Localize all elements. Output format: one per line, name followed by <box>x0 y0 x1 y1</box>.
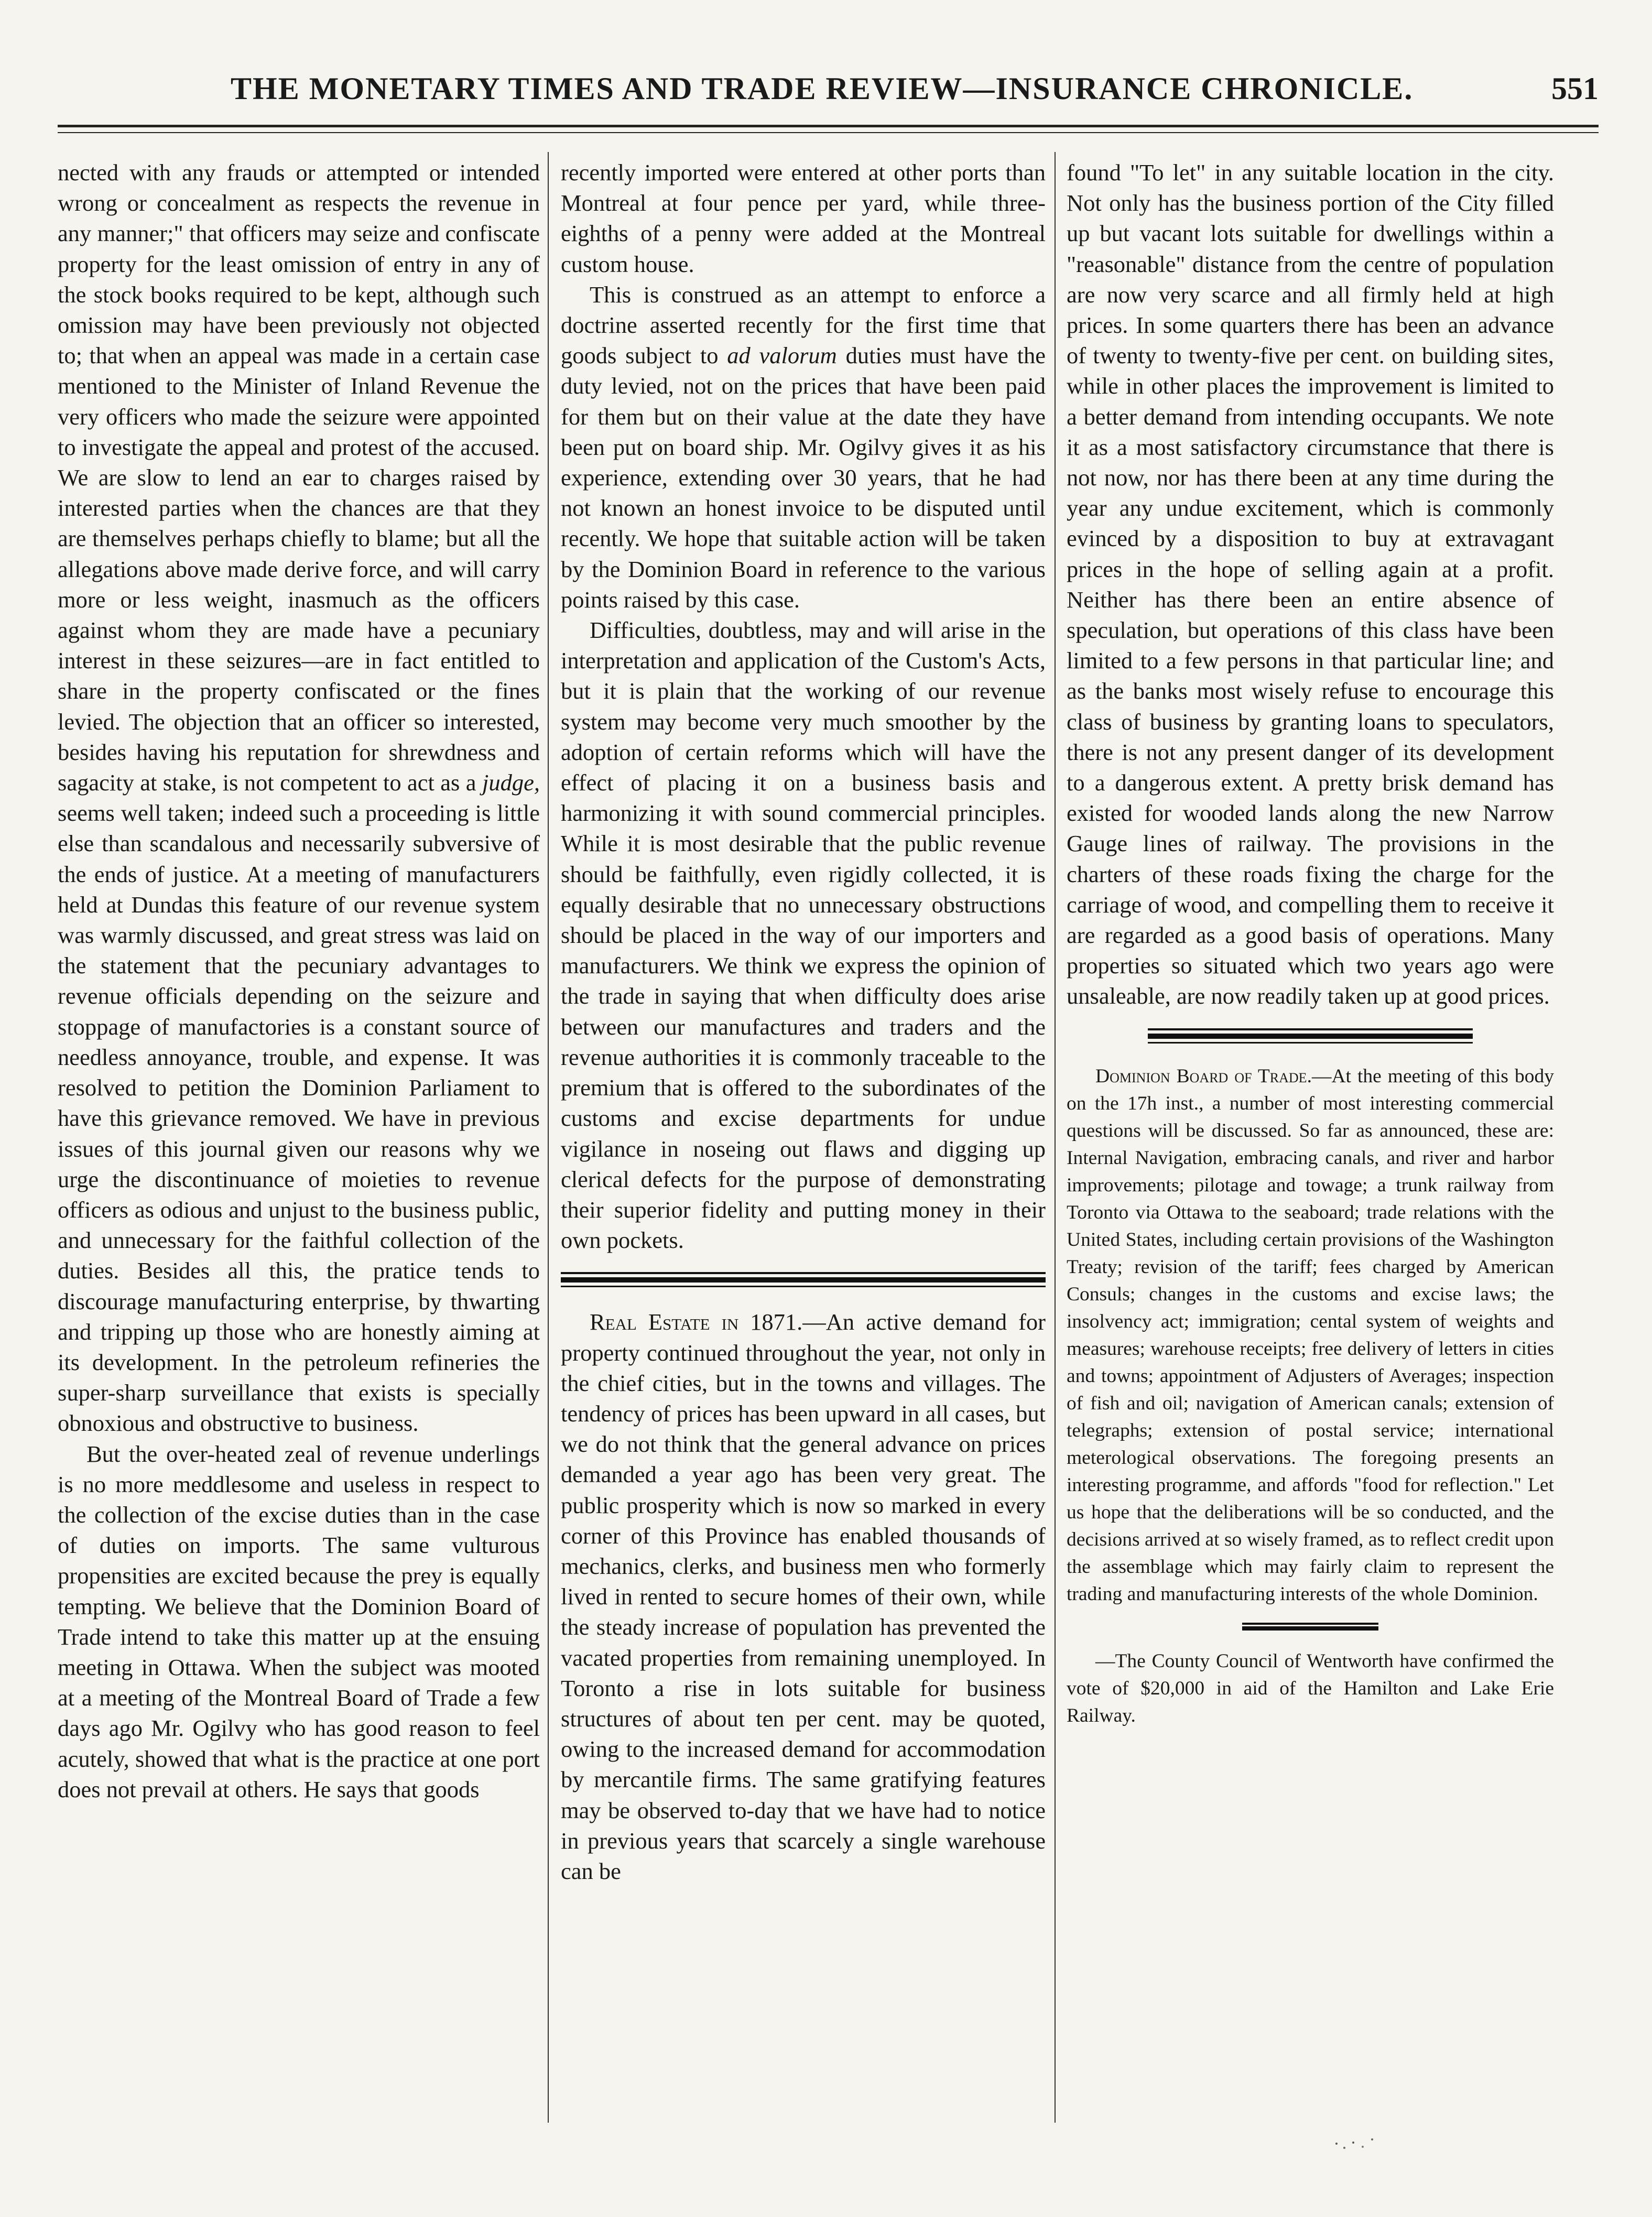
column-middle <box>561 157 1046 1886</box>
paragraph <box>58 157 540 1439</box>
section-separator <box>1148 1026 1473 1044</box>
article-board-of-trade <box>1067 1063 1554 1608</box>
column-right <box>1067 157 1554 1730</box>
italic-phrase: ad valorum <box>727 342 837 369</box>
paragraph <box>561 279 1046 615</box>
news-item: —The County Council of Wentworth have confirmed the vote of $20,000 in aid of the Hamilton and Lake Erie Railway. <box>1067 1650 1554 1726</box>
paragraph-text: seems well taken; indeed such a proceeding is little else than scandalous and necessarily subversive of the ends of justice. At a meeting of manufacturers held at Dundas this feature of our revenue system was warmly discussed, and great stress was laid on the statement that the pecuniary advantages to revenue officials depending on the seizure and stoppage of manufactories is a constant source of needless annoyance, trouble, and expense. It was resolved to petition the Dominion Parliament to have this grievance removed. We have in previous issues of this journal given our reasons why we urge the discontinuance of moieties to revenue officers as odious and unjust to the business public, and unnecessary for the faithful collection of the duties. Besides all this, the pratice tends to discourage manufacturing enterprise, by thwarting and tripping up those who are honestly aiming at its development. In the petroleum refineries the super-sharp surveillance that exists is specially obnoxious and obstructive to business. <box>58 800 540 1437</box>
paragraph: But the over-heated zeal of revenue underlings is no more meddlesome and useless in respect to the collection of the excise duties than in the case of duties on imports. The same vulturous propensities are excited because the prey is equally tempting. We believe that the Dominion Board of Trade intend to take this matter up at the ensuing meeting in Ottawa. When the subject was mooted at a meeting of the Montreal Board of Trade a few days ago Mr. Ogilvy who has good reason to feel acutely, showed that what is the practice at one port does not prevail at others. He says that goods <box>58 1440 540 1802</box>
header-rule <box>58 125 1599 127</box>
short-separator <box>1242 1623 1378 1631</box>
paragraph: Difficulties, doubtless, may and will arise in the interpretation and application of the Custom's Acts, but it is plain that the working of our revenue system may become very much smoother by the adoption of certain reforms which will have the effect of placing it on a business basis and harmonizing it with sound commercial principles. While it is most desirable that the public revenue should be faithfully, even rigidly collected, it is equally desirable that no unnecessary obstructions should be placed in the way of our importers and manufacturers. We think we express the opinion of the trade in saying that when difficulty does arise between our manufactures and traders and the revenue authorities it is commonly traceable to the premium that is offered to the subordinates of the customs and excise departments for undue vigilance in noseing out flaws and digging up clerical defects for the purpose of demonstrating their superior fidelity and putting money in their own pockets. <box>561 617 1046 1254</box>
ink-smudge <box>1331 2133 1378 2154</box>
running-title: THE MONETARY TIMES AND TRADE REVIEW—INSURANCE CHRONICLE. <box>231 71 1414 106</box>
paragraph-text: This is construed as an attempt to enforce a doctrine asserted recently for the first time that goods subject to <box>561 281 1046 369</box>
page-header <box>58 71 1599 121</box>
column-divider <box>1055 152 1056 2123</box>
article-heading: Dominion Board of Trade. <box>1095 1065 1312 1087</box>
paragraph: found "To let" in any suitable location in the city. Not only has the business portion of the City filled up but vacant lots suitable for dwellings within a "reasonable" distance from the centre of population are now very scarce and all firmly held at high prices. In some quarters there has been an advance of twenty to twenty-five per cent. on building sites, while in other places the improvement is limited to a better demand from intending occupants. We note it as a most satisfactory circumstance that there is not now, nor has there been at any time during the year any undue excitement, which is commonly evinced by a disposition to buy at extravagant prices in the hope of selling again at a profit. Neither has there been an entire absence of speculation, but operations of this class have been limited to a few persons in that particular line; and as the banks most wisely refuse to encourage this class of business by granting loans to speculators, there is not any present danger of its development to a dangerous extent. A pretty brisk demand has existed for wooded lands along the new Narrow Gauge lines of railway. The provisions in the charters of these roads fixing the charge for the carriage of wood, and compelling them to receive it are regarded as a good basis of operations. Many properties so situated which two years ago were unsaleable, are now readily taken up at good prices. <box>1067 159 1554 1009</box>
column-divider <box>548 152 549 2123</box>
column-left <box>58 157 540 1805</box>
article-heading: Real Estate in 1871. <box>590 1309 803 1335</box>
page-number: 551 <box>1551 71 1599 106</box>
section-separator <box>561 1270 1046 1288</box>
paragraph-text: nected with any frauds or attempted or intended wrong or concealment as respects the revenue in any manner;" that officers may seize and confiscate property for the least omission of entry in any of the stock books required to be kept, although such omission may have been previously not objected to; that when an appeal was made in a certain case mentioned to the Minister of Inland Revenue the very officers who made the seizure were appointed to investigate the appeal and protest of the accused. We are slow to lend an ear to charges raised by interested parties when the chances are that they are themselves perhaps chiefly to blame; but all the allegations above made derive force, and will carry more or less weight, inasmuch as the officers against whom they are made have a pecuniary interest in these seizures—are in fact entitled to share in the property confiscated or the fines levied. The objection that an officer so interested, besides having his reputation for shrewdness and sagacity at stake, is not competent to act as a <box>58 159 540 796</box>
paragraph-text: —An active demand for property continued throughout the year, not only in the chief cities, but in the towns and villages. The tendency of prices has been upward in all cases, but we do not think that the general advance on prices demanded a year ago has been very great. The public prosperity which is now so marked in every corner of this Province has enabled thousands of mechanics, clerks, and business men who formerly lived in rented to secure homes of their own, while the steady increase of population has prevented the vacated properties from remaining unemployed. In Toronto a rise in lots suitable for business structures of about ten per cent. may be quoted, owing to the increased demand for accommodation by mercantile firms. The same gratifying features may be observed to-day that we have had to notice in previous years that scarcely a single warehouse can be <box>561 1309 1046 1884</box>
italic-word: judge, <box>482 769 540 796</box>
paragraph-text: duties must have the duty levied, not on the prices that have been paid for them but on their value at the date they have been put on board ship. Mr. Ogilvy gives it as his experience, extending over 30 years, that he had not known an honest invoice to be disputed until recently. We hope that suitable action will be taken by the Dominion Board in reference to the various points raised by this case. <box>561 342 1046 613</box>
paragraph: recently imported were entered at other ports than Montreal at four pence per yard, while three-eighths of a penny were added at the Montreal custom house. <box>561 159 1046 277</box>
paragraph-text: —At the meeting of this body on the 17h inst., a number of most interesting commercial questions will be discussed. So far as announced, these are: Internal Navigation, embracing canals, and river and harbor improvements; pilotage and towage; a trunk railway from Toronto via Ottawa to the seaboard; trade relations with the United States, including certain provisions of the Washington Treaty; revision of the tariff; fees charged by American Consuls; changes in the customs and excise laws; the insolvency act; immigration; cental system of weights and measures; warehouse receipts; free delivery of letters in cities and towns; appointment of Adjusters of Averages; inspection of fish and oil; navigation of American canals; extension of telegraphs; extension of postal service; international meterological observations. The foregoing presents an interesting programme, and affords "food for reflection." Let us hope that the deliberations will be so conducted, and the decisions arrived at so wisely framed, as to reflect credit upon the assemblage which may fairly claim to represent the trading and manufacturing interests of the whole Dominion. <box>1067 1065 1555 1605</box>
header-rule-thin <box>58 132 1599 133</box>
article-real-estate <box>561 1307 1046 1886</box>
